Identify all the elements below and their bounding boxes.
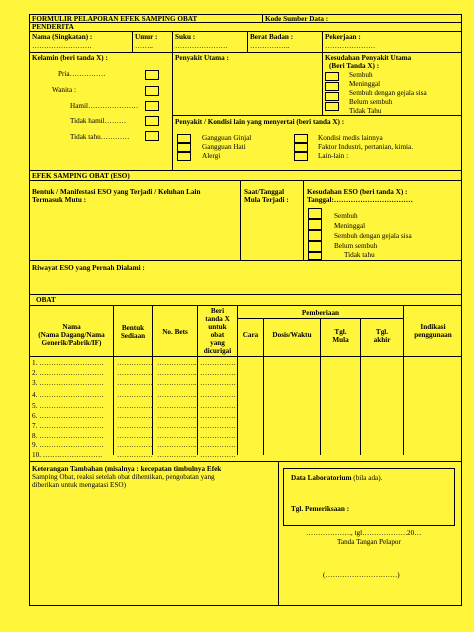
- divider: [132, 31, 133, 52]
- riwayat-eso-label: Riwayat ESO yang Pernah Dialami :: [32, 264, 145, 272]
- col-indikasi: Indikasi: [420, 323, 446, 331]
- pria-label: Pria……………: [58, 70, 106, 78]
- kesudahan-option: Sembuh: [349, 71, 373, 79]
- kesudahan-penyakit-sub: (Beri Tanda X) :: [329, 62, 380, 70]
- obat-nama-field[interactable]: 7. ………………………: [32, 422, 104, 430]
- col-beri-3: untuk: [208, 323, 227, 331]
- wanita-label: Wanita :: [52, 86, 76, 94]
- eso-kesudahan-checkbox-2[interactable]: [308, 219, 322, 230]
- mula-terjadi-label: Mula Terjadi :: [244, 196, 289, 204]
- tempat-tanggal-field[interactable]: ………………., tgl……………….20…: [306, 529, 422, 537]
- bentuk-field[interactable]: ……………: [117, 391, 153, 399]
- col-nama-sub1: (Nama Dagang/Nama: [38, 331, 105, 339]
- bentuk-eso-label: Bentuk / Manifestasi ESO yang Terjadi / Keluhan Lain: [32, 188, 201, 196]
- tidak-tahu-label: Tidak tahu…………: [70, 133, 130, 141]
- kesudahan-checkbox-3[interactable]: [325, 92, 339, 101]
- col-tgl-mula: Tgl.: [334, 328, 347, 336]
- obat-section-title: OBAT: [36, 296, 56, 304]
- bets-field[interactable]: ……………..: [157, 451, 197, 459]
- kesudahan-checkbox-4[interactable]: [325, 102, 339, 111]
- pekerjaan-label: Pekerjaan :: [325, 33, 361, 41]
- obat-nama-field[interactable]: 5. ………………………: [32, 402, 104, 410]
- lab-label-row: [291, 474, 382, 482]
- divider: [29, 461, 462, 462]
- divider: [172, 115, 462, 116]
- col-tgl-mula-2: Mula: [332, 336, 349, 344]
- gangguan-hati-checkbox[interactable]: [177, 143, 191, 152]
- divider: [172, 52, 173, 170]
- pekerjaan-field[interactable]: …………………: [325, 42, 376, 50]
- col-beri-1: Beri: [210, 307, 225, 315]
- bentuk-field[interactable]: ……………: [117, 432, 153, 440]
- bentuk-field[interactable]: ……………: [117, 451, 153, 459]
- divider: [29, 356, 462, 357]
- kesudahan-checkbox-2[interactable]: [325, 82, 339, 91]
- eso-kesudahan-option: Sembuh dengan gejala sisa: [334, 232, 412, 240]
- bets-field[interactable]: ……………..: [157, 432, 197, 440]
- bets-field[interactable]: ……………..: [157, 441, 197, 449]
- divider: [262, 14, 263, 22]
- pemberiaan-heading: Pemberiaan: [301, 309, 340, 317]
- dicurigai-field[interactable]: ……………: [200, 402, 236, 410]
- dicurigai-field[interactable]: ……………: [200, 451, 236, 459]
- kode-sumber-label: Kode Sumber Data :: [265, 15, 329, 23]
- bets-field[interactable]: ……………..: [157, 359, 197, 367]
- divider: [29, 22, 462, 23]
- lain-lain-checkbox[interactable]: [294, 152, 308, 161]
- eso-kesudahan-option: Sembuh: [334, 212, 358, 220]
- tidak-hamil-checkbox[interactable]: [145, 116, 159, 126]
- kondisi-option: Kondisi medis lainnya: [318, 134, 383, 142]
- obat-nama-field[interactable]: 4. ………………………: [32, 391, 104, 399]
- tanggal-field[interactable]: Tanggal:……………………………: [307, 196, 413, 204]
- wanita-checkbox[interactable]: [145, 86, 159, 96]
- alergi-checkbox[interactable]: [177, 152, 191, 161]
- kesudahan-penyakit-label: Kesudahan Penyakit Utama: [325, 54, 412, 62]
- col-bets: No. Bets: [162, 328, 188, 336]
- penyakit-utama-label: Penyakit Utama :: [175, 54, 229, 62]
- kesudahan-option: Belum sembuh: [349, 98, 393, 106]
- umur-field[interactable]: ……..: [135, 42, 153, 50]
- dicurigai-field[interactable]: ……………: [200, 391, 236, 399]
- dicurigai-field[interactable]: ……………: [200, 412, 236, 420]
- divider: [29, 52, 462, 53]
- nama-field[interactable]: …………………….: [32, 42, 92, 50]
- col-nama-sub2: Generik/Pabrik/IF): [41, 339, 102, 347]
- bets-field[interactable]: ……………..: [157, 422, 197, 430]
- obat-nama-field[interactable]: 1. ………………………: [32, 359, 104, 367]
- divider: [322, 31, 323, 52]
- bentuk-field[interactable]: ……………: [117, 379, 153, 387]
- eso-kesudahan-option: Meninggal: [334, 222, 366, 230]
- umur-label: Umur :: [135, 33, 158, 41]
- keterangan-line-1: [32, 465, 221, 473]
- divider: [237, 305, 238, 455]
- nama-label: Nama (Singkatan) :: [32, 33, 93, 41]
- kondisi-option: Gangguan Hati: [202, 143, 246, 151]
- obat-nama-field[interactable]: 8. ………………………: [32, 432, 104, 440]
- termasuk-mutu-label: Termasuk Mutu :: [32, 196, 87, 204]
- divider: [278, 461, 279, 606]
- col-beri-5: yang: [210, 339, 225, 347]
- faktor-industri-checkbox[interactable]: [294, 143, 308, 152]
- berat-badan-label: Berat Badan :: [250, 33, 294, 41]
- kondisi-medis-checkbox[interactable]: [294, 134, 308, 143]
- dicurigai-field[interactable]: ……………: [200, 441, 236, 449]
- obat-nama-field[interactable]: 9. ………………………: [32, 441, 104, 449]
- divider: [29, 170, 462, 171]
- kesudahan-option: Tidak Tahu: [349, 107, 382, 115]
- pria-checkbox[interactable]: [145, 70, 159, 80]
- divider: [303, 180, 304, 260]
- col-beri-4: obat: [210, 331, 225, 339]
- col-indikasi-2: penggunaan: [414, 331, 452, 339]
- lab-label: Data Laboratorium: [291, 474, 352, 482]
- divider: [29, 260, 462, 261]
- keterangan-text: Keterangan Tambahan (misalnya : kecepatan timbulnya Efek: [32, 465, 222, 473]
- divider: [29, 180, 462, 181]
- kondisi-option: Faktor Industri, pertanian, kimia.: [318, 143, 414, 151]
- kondisi-option: Gangguan Ginjal: [202, 134, 252, 142]
- lab-sub: (bila ada).: [351, 474, 383, 482]
- ttd-label: Tanda Tangan Pelapor: [337, 538, 401, 546]
- keterangan-line-3: diberikan untuk mengatasi ESO): [32, 481, 127, 489]
- gangguan-ginjal-checkbox[interactable]: [177, 134, 191, 143]
- eso-kesudahan-checkbox-4[interactable]: [308, 241, 322, 252]
- eso-kesudahan-checkbox-5[interactable]: [308, 252, 322, 260]
- kondisi-label: Penyakit / Kondisi lain yang menyertai (beri tanda X) :: [175, 118, 345, 126]
- bets-field[interactable]: ……………..: [157, 402, 197, 410]
- eso-kesudahan-option: Belum sembuh: [334, 242, 378, 250]
- bets-field[interactable]: ……………..: [157, 391, 197, 399]
- tidak-hamil-label: Tidak hamil………: [70, 117, 127, 125]
- saat-tanggal-label: Saat/Tanggal: [244, 188, 285, 196]
- divider: [29, 294, 462, 295]
- eso-kesudahan-checkbox-1[interactable]: [308, 208, 322, 219]
- col-bentuk: Bentuk: [121, 324, 145, 332]
- kesudahan-option: Meninggal: [349, 80, 381, 88]
- bentuk-field[interactable]: ……………: [117, 412, 153, 420]
- obat-nama-field[interactable]: 2. ………………………: [32, 369, 104, 377]
- kondisi-option: Lain-lain :: [318, 152, 349, 160]
- col-beri-6: dicurigai: [203, 347, 232, 355]
- divider: [240, 180, 241, 260]
- suku-label: Suku :: [175, 33, 196, 41]
- obat-nama-field[interactable]: 10. …………………….: [32, 451, 103, 459]
- dicurigai-field[interactable]: ……………: [200, 369, 236, 377]
- hamil-label: Hamil…………………: [70, 102, 139, 110]
- dicurigai-field[interactable]: ……………: [200, 432, 236, 440]
- hamil-checkbox[interactable]: [145, 101, 159, 111]
- divider: [237, 318, 403, 319]
- suku-field[interactable]: ………………….: [175, 42, 228, 50]
- col-cara: Cara: [242, 331, 259, 339]
- dicurigai-field[interactable]: ……………: [200, 422, 236, 430]
- bentuk-field[interactable]: ……………: [117, 402, 153, 410]
- obat-nama-field[interactable]: 3. ………………………: [32, 379, 104, 387]
- kelamin-label: Kelamin (beri tanda X) :: [32, 54, 108, 62]
- dicurigai-field[interactable]: ……………: [200, 379, 236, 387]
- tgl-pemeriksaan-label: Tgl. Pemeriksaan :: [291, 505, 350, 513]
- kesudahan-eso-label: Kesudahan ESO (beri tanda X) :: [307, 188, 408, 196]
- nama-pelapor-field[interactable]: (…………………………): [323, 571, 400, 579]
- divider: [29, 31, 462, 32]
- eso-section-title: EFEK SAMPING OBAT (ESO): [32, 172, 130, 180]
- penderita-heading: PENDERITA: [32, 23, 74, 31]
- tidak-tahu-checkbox[interactable]: [145, 131, 159, 141]
- bentuk-field[interactable]: ……………: [117, 422, 153, 430]
- bentuk-field[interactable]: ……………: [117, 359, 153, 367]
- bets-field[interactable]: ……………..: [157, 379, 197, 387]
- bets-field[interactable]: ……………..: [157, 412, 197, 420]
- divider: [322, 52, 323, 115]
- eso-kesudahan-checkbox-3[interactable]: [308, 230, 322, 241]
- divider: [172, 31, 173, 52]
- col-tgl-akhir-2: akhir: [373, 336, 391, 344]
- berat-badan-field[interactable]: ……………..: [250, 42, 290, 50]
- bentuk-field[interactable]: ……………: [117, 441, 153, 449]
- keterangan-line-2: Samping Obat, reaksi setelah obat dihentikan, pengobatan yang: [32, 473, 215, 481]
- bentuk-field[interactable]: ……………: [117, 369, 153, 377]
- col-sediaan: Sediaan: [120, 332, 146, 340]
- col-nama: Nama: [62, 323, 81, 331]
- col-dosis: Dosis/Waktu: [272, 331, 312, 339]
- obat-nama-field[interactable]: 6. ………………………: [32, 412, 104, 420]
- bets-field[interactable]: ……………..: [157, 369, 197, 377]
- kondisi-option: Alergi: [202, 152, 221, 160]
- divider: [247, 31, 248, 52]
- col-beri-2: tanda X: [205, 315, 230, 323]
- eso-kesudahan-option: Tidak tahu: [344, 251, 375, 259]
- kesudahan-checkbox-1[interactable]: [325, 72, 339, 81]
- kesudahan-option: Sembuh dengan gejala sisa: [349, 89, 427, 97]
- divider: [29, 305, 462, 306]
- form-title: FORMULIR PELAPORAN EFEK SAMPING OBAT: [32, 15, 198, 23]
- dicurigai-field[interactable]: ……………: [200, 359, 236, 367]
- col-tgl-akhir: Tgl.: [375, 328, 389, 336]
